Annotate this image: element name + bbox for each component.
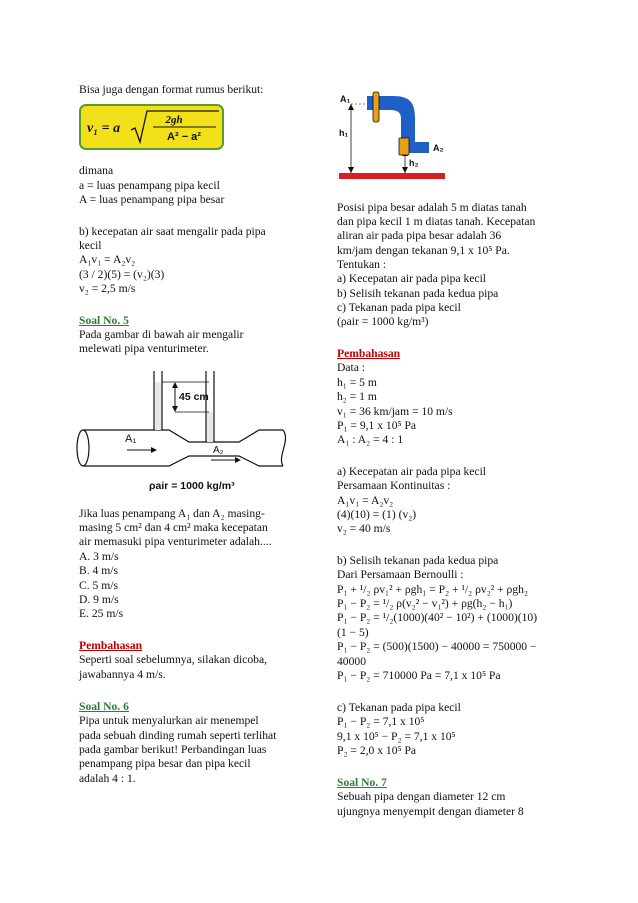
wall-pipe-diagram	[337, 90, 447, 182]
task-a: a) Kecepatan air pada pipa kecil	[337, 272, 487, 285]
part-b-eq7: P₁ − P₂ = 710000 Pa = 7,1 x 10⁵ Pa	[337, 669, 501, 682]
part-a-title: a) Kecepatan air pada pipa kecil	[337, 465, 487, 478]
venturi-water-left	[155, 382, 161, 430]
part-b-line2: kecil	[79, 239, 102, 252]
part-c-eq2: 9,1 x 10⁵ − P₂ = 7,1 x 10⁵	[337, 730, 456, 743]
task-b: b) Selisih tekanan pada kedua pipa	[337, 287, 499, 300]
soal-7-title: Soal No. 7	[337, 776, 387, 789]
soal-5-line1: Pada gambar di bawah air mengalir	[79, 328, 244, 341]
h1-label: h₁	[339, 128, 349, 138]
part-b-eq6: 40000	[337, 655, 366, 668]
part-b-line1: b) kecepatan air saat mengalir pada pipa	[79, 225, 266, 238]
dimana-text: dimana	[79, 164, 114, 177]
soal-6-line2: pada sebuah dinding rumah seperti terlihat	[79, 729, 277, 742]
option-a: A. 3 m/s	[79, 550, 119, 563]
soal-5-title: Soal No. 5	[79, 314, 129, 327]
formula-numerator: 2gh	[165, 114, 183, 126]
soal-6-line4: penampang pipa besar dan pipa kecil	[79, 757, 251, 770]
soal-7-line1: Sebuah pipa dengan diameter 12 cm	[337, 790, 506, 803]
option-d: D. 9 m/s	[79, 593, 119, 606]
equation-2: (3 / 2)(5) = (v₂)(3)	[79, 268, 165, 281]
soal-7-line2: ujungnya menyempit dengan diameter 8	[337, 805, 524, 818]
def-a: a = luas penampang pipa kecil	[79, 179, 220, 192]
data-v1: v₁ = 36 km/jam = 10 m/s	[337, 405, 453, 418]
part-c-eq3: P₂ = 2,0 x 10⁵ Pa	[337, 744, 417, 757]
venturi-outlet	[281, 430, 285, 466]
pembahasan-6-title: Pembahasan	[337, 347, 401, 360]
equation-1: A₁v₁ = A₂v₂	[79, 253, 136, 266]
pembahasan-5-line1: Seperti soal sebelumnya, silakan dicoba,	[79, 653, 268, 666]
venturi-pipe	[77, 371, 286, 466]
def-A: A = luas penampang pipa besar	[79, 193, 225, 206]
question-5-line2: masing 5 cm² dan 4 cm² maka kecepatan	[79, 521, 268, 534]
pipe-clamp-1	[373, 92, 379, 122]
height-label: 45 cm	[179, 391, 209, 403]
formula-denominator: A² − a²	[167, 131, 201, 143]
part-b-subtitle: Dari Persamaan Bernoulli :	[337, 568, 464, 581]
soal-6-desc-line4: km/jam dengan tekanan 9,1 x 10⁵ Pa.	[337, 244, 510, 257]
soal-5-line2: melewati pipa venturimeter.	[79, 342, 209, 355]
venturi-top-wall	[83, 430, 283, 442]
pipe-clamp-2	[399, 138, 409, 155]
equation-3: v₂ = 2,5 m/s	[79, 282, 136, 295]
option-e: E. 25 m/s	[79, 607, 124, 620]
data-h1: h₁ = 5 m	[337, 376, 377, 389]
a1-label: A₁	[340, 94, 351, 104]
pembahasan-5-line2: jawabannya 4 m/s.	[79, 668, 166, 681]
part-a-subtitle: Persamaan Kontinuitas :	[337, 479, 451, 492]
flow-arrow-1-head	[151, 447, 157, 453]
part-c-title: c) Tekanan pada pipa kecil	[337, 701, 461, 714]
option-c: C. 5 m/s	[79, 579, 118, 592]
data-label: Data :	[337, 361, 366, 374]
h2-label: h₂	[409, 158, 419, 168]
part-b-eq4: (1 − 5)	[337, 626, 369, 639]
flow-arrow-2-head	[235, 457, 241, 463]
formula-lhs: v₁ = a	[87, 121, 121, 136]
rho-label: ρair = 1000 kg/m³	[149, 480, 235, 492]
venturi-bottom-wall	[83, 456, 283, 466]
a2-label: A₂	[433, 143, 444, 153]
formula-box	[79, 104, 224, 150]
question-5-line1: Jika luas penampang A₁ dan A₂ masing-	[79, 507, 265, 520]
a2-label: A₂	[213, 445, 224, 456]
venturi-water-right	[207, 412, 213, 442]
question-5-line3: air memasuki pipa venturimeter adalah....	[79, 535, 272, 548]
venturi-diagram	[71, 370, 296, 495]
soal-6-line1: Pipa untuk menyalurkan air menempel	[79, 714, 259, 727]
soal-6-line5: adalah 4 : 1.	[79, 772, 136, 785]
soal-6-desc-line3: aliran air pada pipa besar adalah 36	[337, 229, 502, 242]
part-a-eq2: (4)(10) = (1) (v₂)	[337, 508, 417, 521]
part-a-eq3: v₂ = 40 m/s	[337, 522, 391, 535]
option-b: B. 4 m/s	[79, 564, 118, 577]
part-a-eq1: A₁v₁ = A₂v₂	[337, 494, 394, 507]
data-h2: h₂ = 1 m	[337, 390, 377, 403]
data-p1: P₁ = 9,1 x 10⁵ Pa	[337, 419, 417, 432]
intro-text: Bisa juga dengan format rumus berikut:	[79, 83, 264, 96]
floor-bar	[339, 173, 445, 179]
part-b-eq1: P₁ + ¹/₂ ρv₁² + ρgh₁ = P₂ + ¹/₂ ρv₂² + ρgh₂	[337, 583, 528, 596]
part-b-eq3: P₁ − P₂ = ¹/₂(1000)(40² − 10²) + (1000)(10)	[337, 611, 538, 624]
pembahasan-5-title: Pembahasan	[79, 639, 143, 652]
part-c-eq1: P₁ − P₂ = 7,1 x 10⁵	[337, 715, 425, 728]
data-area-ratio: A₁ : A₂ = 4 : 1	[337, 433, 404, 446]
soal-6-title: Soal No. 6	[79, 700, 129, 713]
venturi-inlet	[77, 430, 89, 466]
tentukan-label: Tentukan :	[337, 258, 387, 271]
soal-6-line3: pada gambar berikut! Perbandingan luas	[79, 743, 267, 756]
part-b-eq2: P₁ − P₂ = ¹/₂ ρ(v₂² − v₁²) + ρg(h₂ − h₁)	[337, 597, 513, 610]
a1-label: A₁	[125, 433, 137, 445]
soal-6-desc-line2: dan pipa kecil 1 m diatas tanah. Kecepatan	[337, 215, 536, 228]
soal-6-desc-line1: Posisi pipa besar adalah 5 m diatas tanah	[337, 201, 527, 214]
task-c: c) Tekanan pada pipa kecil	[337, 301, 461, 314]
part-b-title: b) Selisih tekanan pada kedua pipa	[337, 554, 499, 567]
rho-water: (ρair = 1000 kg/m³)	[337, 315, 429, 328]
part-b-eq5: P₁ − P₂ = (500)(1500) − 40000 = 750000 −	[337, 640, 537, 653]
